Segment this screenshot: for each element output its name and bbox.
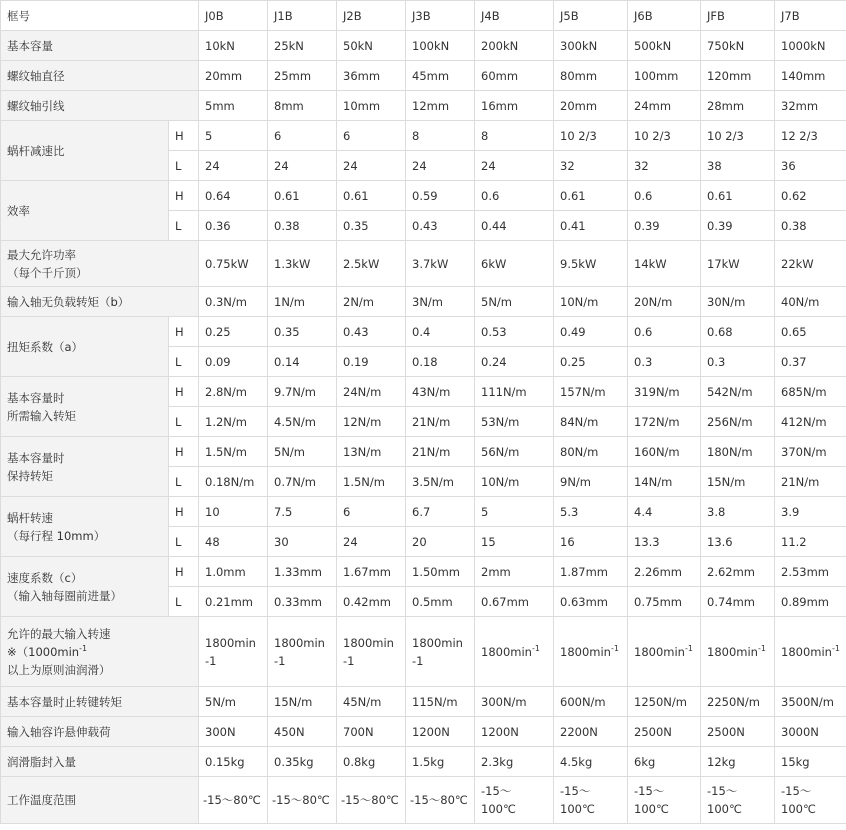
table-row <box>1 497 846 527</box>
table-cell: 2500N <box>628 717 701 747</box>
table-cell: 3500N/m <box>775 687 846 717</box>
table-cell: 0.43 <box>337 317 406 347</box>
table-row <box>1 317 846 347</box>
table-cell: 160N/m <box>628 437 701 467</box>
table-cell: 16mm <box>475 91 554 121</box>
table-cell: 0.44 <box>475 211 554 241</box>
table-cell: 1200N <box>406 717 475 747</box>
table-cell: 0.41 <box>554 211 628 241</box>
table-cell: 10 2/3 <box>628 121 701 151</box>
table-cell: 32 <box>554 151 628 181</box>
table-cell: 0.3 <box>701 347 775 377</box>
table-cell: 2N/m <box>337 287 406 317</box>
table-cell: 0.25 <box>199 317 268 347</box>
row-label-holding-torque <box>1 437 169 497</box>
table-cell: 4.5N/m <box>268 407 337 437</box>
table-cell: 1N/m <box>268 287 337 317</box>
table-cell: 80N/m <box>554 437 628 467</box>
sub-label-l: L <box>169 211 199 241</box>
label-line: 基本容量时 <box>7 390 65 405</box>
row-label-screw-lead: 螺纹轴引线 <box>1 91 199 121</box>
table-cell: 10N/m <box>554 287 628 317</box>
table-cell: 0.61 <box>268 181 337 211</box>
sub-label-l: L <box>169 587 199 617</box>
table-cell: 22kW <box>775 241 846 287</box>
table-cell: 0.6 <box>628 181 701 211</box>
row-label-efficiency: 效率 <box>1 181 169 241</box>
table-cell: 12 2/3 <box>775 121 846 151</box>
row-label-speed-coef <box>1 557 169 617</box>
table-cell: 1.3kW <box>268 241 337 287</box>
table-cell: 24 <box>337 527 406 557</box>
table-cell: 750kN <box>701 31 775 61</box>
table-cell: 45N/m <box>337 687 406 717</box>
sub-label-l: L <box>169 347 199 377</box>
table-cell: 100kN <box>406 31 475 61</box>
table-cell: 10mm <box>337 91 406 121</box>
table-cell: 25kN <box>268 31 337 61</box>
table-cell: 0.49 <box>554 317 628 347</box>
label-line: 保持转矩 <box>7 468 53 483</box>
model-header: J5B <box>554 1 628 31</box>
table-cell: 3.8 <box>701 497 775 527</box>
table-cell: -15～ 100℃ <box>628 777 701 824</box>
row-label-capacity: 基本容量 <box>1 31 199 61</box>
table-cell: 200kN <box>475 31 554 61</box>
label-line: 基本容量时 <box>7 450 65 465</box>
table-cell: 5N/m <box>268 437 337 467</box>
table-row <box>1 121 846 151</box>
table-cell: 1800min -1 <box>406 617 475 687</box>
table-cell: 13.6 <box>701 527 775 557</box>
label-line: 最大允许功率 <box>7 247 76 262</box>
table-cell: 0.6 <box>475 181 554 211</box>
table-cell: 1800min -1 <box>199 617 268 687</box>
table-cell: 24 <box>199 151 268 181</box>
table-cell: 21N/m <box>406 437 475 467</box>
table-cell: 10N/m <box>475 467 554 497</box>
model-header: J4B <box>475 1 554 31</box>
table-cell: $1800\min^{-1}$ <box>628 617 701 687</box>
table-cell: 1.87mm <box>554 557 628 587</box>
table-cell: -15～ 100℃ <box>701 777 775 824</box>
table-cell: 300N <box>199 717 268 747</box>
table-cell: 28mm <box>701 91 775 121</box>
table-cell: 1200N <box>475 717 554 747</box>
table-cell: 13.3 <box>628 527 701 557</box>
row-label-worm-speed <box>1 497 169 557</box>
table-cell: 8 <box>406 121 475 151</box>
label-line: （输入轴每圈前进量） <box>7 588 122 603</box>
table-cell: 13N/m <box>337 437 406 467</box>
table-cell: 0.6 <box>628 317 701 347</box>
table-cell: 5N/m <box>199 687 268 717</box>
table-cell: 319N/m <box>628 377 701 407</box>
row-label-worm-ratio: 蜗杆减速比 <box>1 121 169 181</box>
table-row <box>1 377 846 407</box>
table-cell: 15N/m <box>701 467 775 497</box>
table-cell: 5mm <box>199 91 268 121</box>
table-cell: 24 <box>337 151 406 181</box>
table-cell: 21N/m <box>406 407 475 437</box>
table-cell: $1800\min^{-1}$ <box>475 617 554 687</box>
table-cell: 0.14 <box>268 347 337 377</box>
label-line: 所需输入转矩 <box>7 408 76 423</box>
row-label-torque-coef: 扭矩系数（a） <box>1 317 169 377</box>
table-cell: 5 <box>475 497 554 527</box>
header-label: 框号 <box>1 1 199 31</box>
table-cell: 157N/m <box>554 377 628 407</box>
table-cell: 0.25 <box>554 347 628 377</box>
table-cell: 15 <box>475 527 554 557</box>
table-cell: 2mm <box>475 557 554 587</box>
row-label-screw-diameter: 螺纹轴直径 <box>1 61 199 91</box>
table-cell: 0.53 <box>475 317 554 347</box>
table-cell: 0.38 <box>268 211 337 241</box>
label-line: 速度系数（c） <box>7 570 83 585</box>
table-cell: 32mm <box>775 91 846 121</box>
table-cell: 20mm <box>554 91 628 121</box>
table-cell: -15～80℃ <box>268 777 337 824</box>
table-row <box>1 687 846 717</box>
row-label-stop-torque: 基本容量时止转键转矩 <box>1 687 199 717</box>
table-cell: 20mm <box>199 61 268 91</box>
table-cell: 15N/m <box>268 687 337 717</box>
model-header: J6B <box>628 1 701 31</box>
table-cell: 6kg <box>628 747 701 777</box>
table-cell: 0.33mm <box>268 587 337 617</box>
table-cell: 24 <box>406 151 475 181</box>
table-cell: 450N <box>268 717 337 747</box>
table-cell: 53N/m <box>475 407 554 437</box>
table-cell: 1.50mm <box>406 557 475 587</box>
sub-label-l: L <box>169 527 199 557</box>
table-cell: 8 <box>475 121 554 151</box>
sub-label-h: H <box>169 497 199 527</box>
table-cell: 30 <box>268 527 337 557</box>
table-cell: 0.38 <box>775 211 846 241</box>
table-cell: 300kN <box>554 31 628 61</box>
table-cell: 0.39 <box>701 211 775 241</box>
table-cell: 36 <box>775 151 846 181</box>
table-cell: 0.35 <box>337 211 406 241</box>
table-cell: 50kN <box>337 31 406 61</box>
sub-label-h: H <box>169 377 199 407</box>
table-cell: 0.61 <box>337 181 406 211</box>
table-cell: 14kW <box>628 241 701 287</box>
table-cell: 0.09 <box>199 347 268 377</box>
table-cell: 0.36 <box>199 211 268 241</box>
table-cell: 12N/m <box>337 407 406 437</box>
table-cell: 12kg <box>701 747 775 777</box>
table-cell: -15～ 100℃ <box>554 777 628 824</box>
table-cell: 45mm <box>406 61 475 91</box>
table-row <box>1 717 846 747</box>
label-line: （每行程 10mm） <box>7 528 106 543</box>
sub-label-l: L <box>169 467 199 497</box>
table-cell: 3.7kW <box>406 241 475 287</box>
table-cell: 6kW <box>475 241 554 287</box>
table-cell: 6.7 <box>406 497 475 527</box>
table-cell: 700N <box>337 717 406 747</box>
table-cell: 9N/m <box>554 467 628 497</box>
table-cell: 2250N/m <box>701 687 775 717</box>
table-cell: 14N/m <box>628 467 701 497</box>
table-cell: 60mm <box>475 61 554 91</box>
sub-label-h: H <box>169 437 199 467</box>
table-cell: 172N/m <box>628 407 701 437</box>
table-cell: 0.64 <box>199 181 268 211</box>
table-cell: -15～ 100℃ <box>775 777 846 824</box>
sub-label-h: H <box>169 181 199 211</box>
table-row <box>1 437 846 467</box>
table-cell: 0.63mm <box>554 587 628 617</box>
table-cell: 0.21mm <box>199 587 268 617</box>
table-row <box>1 617 846 687</box>
table-cell: 2.8N/m <box>199 377 268 407</box>
table-cell: 1.2N/m <box>199 407 268 437</box>
table-cell: 24 <box>475 151 554 181</box>
table-cell: 1000kN <box>775 31 846 61</box>
row-label-input-torque <box>1 377 169 437</box>
table-cell: 0.18 <box>406 347 475 377</box>
table-cell: 500kN <box>628 31 701 61</box>
table-cell: 0.89mm <box>775 587 846 617</box>
table-cell: 1.5N/m <box>199 437 268 467</box>
table-cell: 9.7N/m <box>268 377 337 407</box>
model-header: J2B <box>337 1 406 31</box>
table-cell: -15～80℃ <box>406 777 475 824</box>
table-cell: 6 <box>337 497 406 527</box>
table-cell: 15kg <box>775 747 846 777</box>
table-cell: 10 2/3 <box>554 121 628 151</box>
table-cell: 0.42mm <box>337 587 406 617</box>
table-cell: 0.59 <box>406 181 475 211</box>
table-cell: 0.7N/m <box>268 467 337 497</box>
table-cell: 0.61 <box>701 181 775 211</box>
table-cell: 5 <box>199 121 268 151</box>
table-cell: $1800\min^{-1}$ <box>701 617 775 687</box>
table-cell: 0.74mm <box>701 587 775 617</box>
table-cell: 120mm <box>701 61 775 91</box>
model-header: JFB <box>701 1 775 31</box>
table-cell: 30N/m <box>701 287 775 317</box>
table-cell: 3N/m <box>406 287 475 317</box>
table-cell: 370N/m <box>775 437 846 467</box>
table-cell: 0.39 <box>628 211 701 241</box>
table-row <box>1 241 846 287</box>
table-cell: 0.61 <box>554 181 628 211</box>
table-cell: 1250N/m <box>628 687 701 717</box>
table-cell: 1.5kg <box>406 747 475 777</box>
table-cell: 4.4 <box>628 497 701 527</box>
table-cell: 40N/m <box>775 287 846 317</box>
table-cell: 100mm <box>628 61 701 91</box>
table-cell: 2.3kg <box>475 747 554 777</box>
sub-label-h: H <box>169 557 199 587</box>
table-cell: 0.43 <box>406 211 475 241</box>
table-cell: 3.5N/m <box>406 467 475 497</box>
table-cell: 140mm <box>775 61 846 91</box>
table-cell: -15～80℃ <box>199 777 268 824</box>
table-row <box>1 31 846 61</box>
table-cell: 1800min -1 <box>268 617 337 687</box>
row-label-max-input-speed <box>1 617 199 687</box>
sub-label-h: H <box>169 121 199 151</box>
sub-label-h: H <box>169 317 199 347</box>
table-row <box>1 747 846 777</box>
table-cell: 2500N <box>701 717 775 747</box>
table-cell: 17kW <box>701 241 775 287</box>
table-cell: 4.5kg <box>554 747 628 777</box>
table-cell: 43N/m <box>406 377 475 407</box>
table-cell: 0.67mm <box>475 587 554 617</box>
table-cell: 36mm <box>337 61 406 91</box>
table-cell: 256N/m <box>701 407 775 437</box>
table-cell: 24N/m <box>337 377 406 407</box>
table-cell: 0.8kg <box>337 747 406 777</box>
table-cell: 20 <box>406 527 475 557</box>
model-header: J0B <box>199 1 268 31</box>
table-cell: 1800min -1 <box>337 617 406 687</box>
sub-label-l: L <box>169 407 199 437</box>
table-cell: 38 <box>701 151 775 181</box>
table-cell: 0.18N/m <box>199 467 268 497</box>
table-cell: $1800\min^{-1}$ <box>554 617 628 687</box>
table-cell: 1.5N/m <box>337 467 406 497</box>
label-line: 蜗杆转速 <box>7 510 53 525</box>
table-cell: 10 <box>199 497 268 527</box>
table-cell: 685N/m <box>775 377 846 407</box>
table-cell: 0.15kg <box>199 747 268 777</box>
table-row <box>1 287 846 317</box>
table-cell: 10kN <box>199 31 268 61</box>
table-cell: 0.35 <box>268 317 337 347</box>
table-cell: 111N/m <box>475 377 554 407</box>
table-row <box>1 181 846 211</box>
table-cell: 25mm <box>268 61 337 91</box>
table-cell: 16 <box>554 527 628 557</box>
table-cell: 1.33mm <box>268 557 337 587</box>
model-header: J3B <box>406 1 475 31</box>
table-cell: 48 <box>199 527 268 557</box>
table-cell: 1.67mm <box>337 557 406 587</box>
table-cell: -15～80℃ <box>337 777 406 824</box>
table-cell: 0.65 <box>775 317 846 347</box>
table-cell: 6 <box>337 121 406 151</box>
table-cell: 0.19 <box>337 347 406 377</box>
table-cell: 2200N <box>554 717 628 747</box>
table-cell: 80mm <box>554 61 628 91</box>
table-cell: 6 <box>268 121 337 151</box>
table-cell: 1.0mm <box>199 557 268 587</box>
table-cell: 180N/m <box>701 437 775 467</box>
table-cell: 56N/m <box>475 437 554 467</box>
table-cell: 115N/m <box>406 687 475 717</box>
table-row <box>1 777 846 824</box>
table-cell: 2.26mm <box>628 557 701 587</box>
table-cell: 3.9 <box>775 497 846 527</box>
table-cell: 0.75kW <box>199 241 268 287</box>
table-cell: -15～ 100℃ <box>475 777 554 824</box>
sub-label-l: L <box>169 151 199 181</box>
table-cell: 0.3N/m <box>199 287 268 317</box>
table-row <box>1 61 846 91</box>
table-row <box>1 91 846 121</box>
table-cell: 3000N <box>775 717 846 747</box>
table-cell: 0.37 <box>775 347 846 377</box>
table-cell: $1800\min^{-1}$ <box>775 617 846 687</box>
table-cell: 5.3 <box>554 497 628 527</box>
table-cell: 9.5kW <box>554 241 628 287</box>
table-cell: 2.62mm <box>701 557 775 587</box>
table-cell: 10 2/3 <box>701 121 775 151</box>
table-cell: 7.5 <box>268 497 337 527</box>
table-cell: 542N/m <box>701 377 775 407</box>
table-cell: 0.24 <box>475 347 554 377</box>
table-cell: 12mm <box>406 91 475 121</box>
table-cell: 600N/m <box>554 687 628 717</box>
table-cell: 0.3 <box>628 347 701 377</box>
label-line: （每个千斤顶） <box>7 265 88 280</box>
table-cell: 0.68 <box>701 317 775 347</box>
label-line: $※(1000\min^{-1}$ <box>7 643 88 659</box>
table-cell: 2.5kW <box>337 241 406 287</box>
table-cell: 20N/m <box>628 287 701 317</box>
header-row <box>1 1 846 31</box>
table-row <box>1 557 846 587</box>
table-cell: 5N/m <box>475 287 554 317</box>
table-cell: 11.2 <box>775 527 846 557</box>
table-cell: 300N/m <box>475 687 554 717</box>
table-cell: 412N/m <box>775 407 846 437</box>
table-cell: 24mm <box>628 91 701 121</box>
table-cell: 0.75mm <box>628 587 701 617</box>
table-cell: 21N/m <box>775 467 846 497</box>
model-header: J7B <box>775 1 846 31</box>
label-line: 以上为原则油润滑） <box>7 662 111 677</box>
model-header: J1B <box>268 1 337 31</box>
table-cell: 32 <box>628 151 701 181</box>
table-cell: 24 <box>268 151 337 181</box>
table-cell: 0.62 <box>775 181 846 211</box>
table-cell: 0.35kg <box>268 747 337 777</box>
table-cell: 0.5mm <box>406 587 475 617</box>
row-label-overhang-load: 输入轴容许悬伸载荷 <box>1 717 199 747</box>
table-cell: 2.53mm <box>775 557 846 587</box>
table-cell: 8mm <box>268 91 337 121</box>
table-cell: 0.4 <box>406 317 475 347</box>
row-label-temperature: 工作温度范围 <box>1 777 199 824</box>
row-label-grease: 润滑脂封入量 <box>1 747 199 777</box>
label-line: 允许的最大输入转速 <box>7 626 111 641</box>
table-cell: 84N/m <box>554 407 628 437</box>
row-label-max-power <box>1 241 199 287</box>
row-label-no-load-torque: 输入轴无负载转矩（b） <box>1 287 199 317</box>
